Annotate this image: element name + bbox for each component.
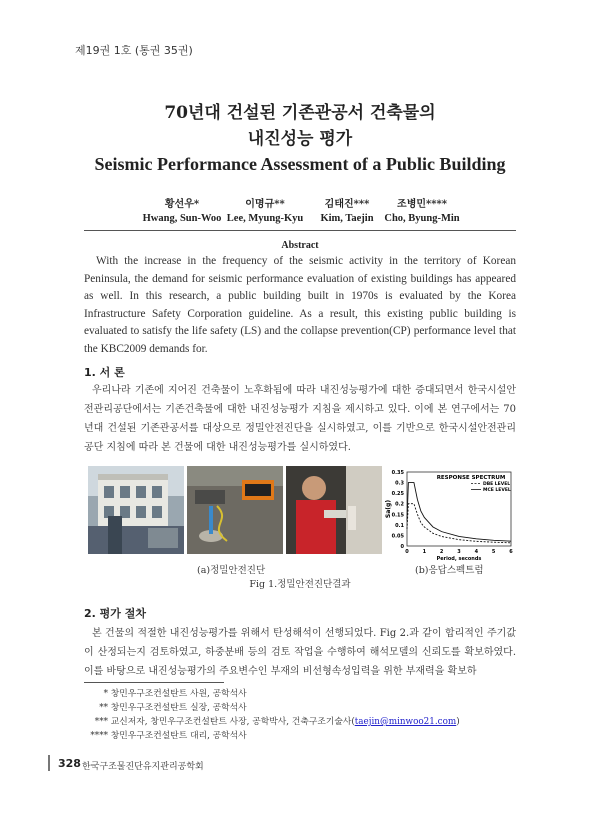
author — [137, 195, 227, 224]
photo-inspector-testing — [286, 466, 382, 554]
abstract-text: With the increase in the frequency of the seismic activity in the territory of Korean Peninsula, the demand for seismic performance evaluation of existing buildings has appeared as well. In this research, a public building built in 1970s is evaluated by the Korea Infrastructure Safety Corporation guideline. As a result, this existing public building is evaluated to satisfy the life safety (LS) and the collapse prevention(CP) performance level that the KBC2009 demands for. — [84, 255, 516, 355]
legend-label: DBE LEVEL — [483, 482, 511, 487]
section-heading-intro: 1. 서 론 — [84, 366, 125, 379]
photo-site-equipment — [187, 466, 283, 554]
response-spectrum-chart — [383, 466, 516, 564]
x-axis-label: Period, seconds — [436, 556, 482, 562]
divider — [84, 230, 516, 231]
x-tick-label: 2 — [439, 549, 444, 555]
footnote-tail: ) — [456, 717, 460, 727]
x-tick-label: 6 — [509, 549, 513, 555]
abstract-heading: Abstract — [281, 240, 319, 251]
footnote — [84, 729, 460, 743]
y-tick-label: 0.1 — [395, 522, 404, 529]
section-text-intro: 우리나라 기존에 지어진 건축물이 노후화됨에 따라 내진성능평가에 대한 증대되면서 한국시설안전관리공단에서는 기존건축물에 대한 내진성능평가 지침을 제시하고 있다. 이에 본 연구에서는 70년대 건설된 기존관공서를 대상으로 정밀안전진단을 실시하였고, 이를 기반으로 한국시설안전관리공단 지침에 따라 본 건물에 대한 내진성능평가를 실시하였다. — [84, 385, 516, 453]
footnote-text: 창민우구조컨설탄트 대리, 공학석사 — [110, 731, 247, 741]
footnote-text: 교신저자, 창민우구조컨설탄트 사장, 공학박사, 건축구조기술사( — [110, 717, 355, 727]
author-name-en: Cho, Byung-Min — [384, 213, 460, 224]
footnote-divider — [84, 682, 224, 683]
author-name-ko: 이명규** — [245, 199, 285, 210]
footnote-list — [84, 687, 460, 743]
author-name-ko: 황선우* — [164, 199, 200, 210]
y-axis-label: Sa(g) — [385, 499, 392, 519]
author-name-ko: 조병민**** — [397, 199, 447, 210]
y-tick-label: 0.3 — [395, 480, 404, 487]
author-name-ko: 김태진*** — [324, 199, 370, 210]
title-korean-line2: 내진성능 평가 — [247, 129, 353, 149]
y-tick-label: 0.25 — [391, 491, 404, 498]
footnote-mark: *** — [94, 717, 108, 727]
footnote-mark: * — [103, 689, 108, 699]
footnote-text: 창민우구조컨설탄트 실장, 공학석사 — [110, 703, 247, 713]
caption-b: (b)응답스펙트럼 — [415, 565, 484, 576]
chart-title: RESPONSE SPECTRUM — [436, 475, 506, 481]
footnote-mark: ** — [99, 703, 108, 713]
author-name-en: Hwang, Sun-Woo — [142, 213, 222, 224]
y-tick-label: 0.2 — [395, 501, 404, 508]
x-tick-label: 4 — [474, 549, 479, 555]
y-tick-label: 0.05 — [391, 533, 404, 540]
page-number-bar — [48, 755, 50, 771]
y-tick-label: 0.15 — [391, 512, 404, 519]
y-tick-label: 0 — [400, 544, 404, 550]
footnote-mark: **** — [90, 731, 108, 741]
caption-a: (a)정밀안전진단 — [197, 565, 266, 576]
footnote — [84, 715, 460, 729]
photo-building-exterior — [88, 466, 184, 554]
figure-caption: Fig 1.정밀안전진단결과 — [249, 579, 351, 590]
author-name-en: Kim, Taejin — [320, 213, 374, 224]
x-tick-label: 3 — [457, 549, 461, 555]
footnote — [84, 701, 460, 715]
email-link[interactable]: taejin@minwoo21.com — [354, 717, 457, 727]
title-english: Seismic Performance Assessment of a Public Building — [94, 154, 506, 174]
section-text-procedure: 본 건물의 적절한 내진성능평가를 위해서 탄성해석이 선행되었다. Fig 2.과 같이 합리적인 주기값이 산정되는지 검토하였고, 하중분배 등의 검토 작업을 수행하여 해석모델의 신뢰도를 확보하였다. 이를 바탕으로 내진성능평가의 주요변수인 부재의 비선형속성입력을 위한 부재력을 확보하 — [84, 628, 516, 677]
section-heading-procedure: 2. 평가 절차 — [84, 607, 146, 620]
title-korean-line1: 70년대 건설된 기존관공서 건축물의 — [164, 103, 436, 123]
author-name-en: Lee, Myung-Kyu — [226, 213, 304, 224]
volume-header: 제19권 1호 (통권 35권) — [75, 44, 193, 57]
legend-label: MCE LEVEL — [483, 488, 511, 493]
footnote — [84, 687, 460, 701]
y-tick-label: 0.35 — [391, 470, 404, 476]
x-tick-label: 0 — [405, 549, 409, 555]
author — [377, 195, 467, 224]
journal-name: 한국구조물진단유지관리공학회 — [82, 762, 204, 772]
page-number: 328 — [58, 757, 81, 770]
x-tick-label: 1 — [422, 549, 427, 555]
footnote-text: 창민우구조컨설탄트 사원, 공학석사 — [110, 689, 247, 699]
author — [220, 195, 310, 224]
x-tick-label: 5 — [491, 549, 496, 555]
